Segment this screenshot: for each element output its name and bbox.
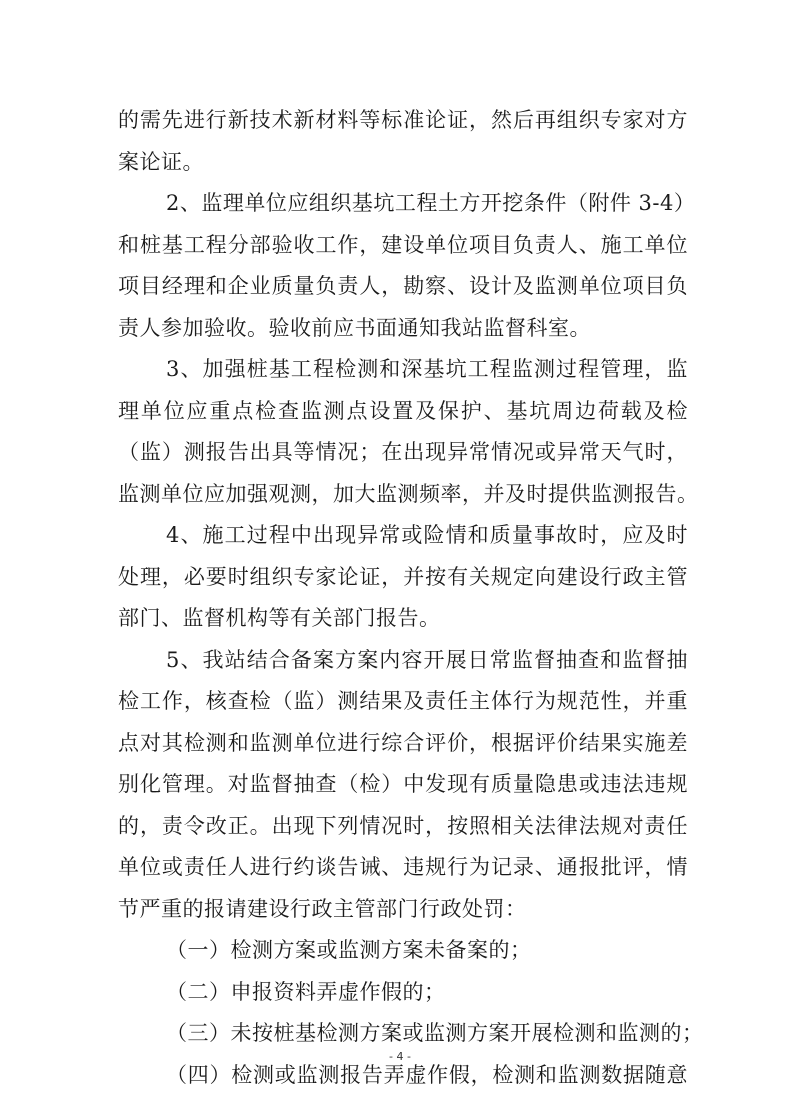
text-line: 别化管理。对监督抽查（检）中发现有质量隐患或违法违规 xyxy=(118,772,688,796)
text-line: 责人参加验收。验收前应书面通知我站监督科室。 xyxy=(118,315,591,340)
text-line: 3、加强桩基工程检测和深基坑工程监测过程管理，监 xyxy=(166,357,688,381)
text-line: 的需先进行新技术新材料等标准论证，然后再组织专家对方 xyxy=(118,108,688,132)
text-line: 部门、监督机构等有关部门报告。 xyxy=(118,606,441,630)
text-line: 检工作，核查检（监）测结果及责任主体行为规范性，并重 xyxy=(118,689,688,713)
text-line: 项目经理和企业质量负责人，勘察、设计及监测单位项目负 xyxy=(118,274,688,298)
text-line: 节严重的报请建设行政主管部门行政处罚： xyxy=(118,896,527,921)
text-line: 单位或责任人进行约谈告诫、违规行为记录、通报批评，情 xyxy=(118,855,688,879)
text-line: 理单位应重点检查监测点设置及保护、基坑周边荷载及检 xyxy=(118,398,688,423)
text-line: 点对其检测和监测单位进行综合评价，根据评价结果实施差 xyxy=(118,730,688,755)
page-number: - 4 - xyxy=(389,1050,411,1063)
text-line: （三）未按桩基检测方案或监测方案开展检测和监测的； xyxy=(166,1021,704,1045)
body-text xyxy=(118,100,704,1096)
text-line: 5、我站结合备案方案内容开展日常监督抽查和监督抽 xyxy=(166,647,688,672)
text-line: 和桩基工程分部验收工作，建设单位项目负责人、施工单位 xyxy=(118,232,688,257)
text-line: 处理，必要时组织专家论证，并按有关规定向建设行政主管 xyxy=(118,564,688,589)
text-line: 的，责令改正。出现下列情况时，按照相关法律法规对责任 xyxy=(118,813,688,838)
text-line: 案论证。 xyxy=(118,149,204,174)
text-line: 监测单位应加强观测，加大监测频率，并及时提供监测报告。 xyxy=(118,481,699,506)
text-line: （一）检测方案或监测方案未备案的； xyxy=(166,938,532,962)
text-line: 4、施工过程中出现异常或险情和质量事故时，应及时 xyxy=(166,523,688,547)
text-line: （二）申报资料弄虚作假的； xyxy=(166,979,446,1004)
text-line: （监）测报告出具等情况；在出现异常情况或异常天气时， xyxy=(118,440,688,464)
text-line: 2、监理单位应组织基坑工程土方开挖条件（附件 3-4） xyxy=(166,191,696,215)
text-line: （四）检测或监测报告弄虚作假，检测和监测数据随意 xyxy=(166,1062,688,1087)
